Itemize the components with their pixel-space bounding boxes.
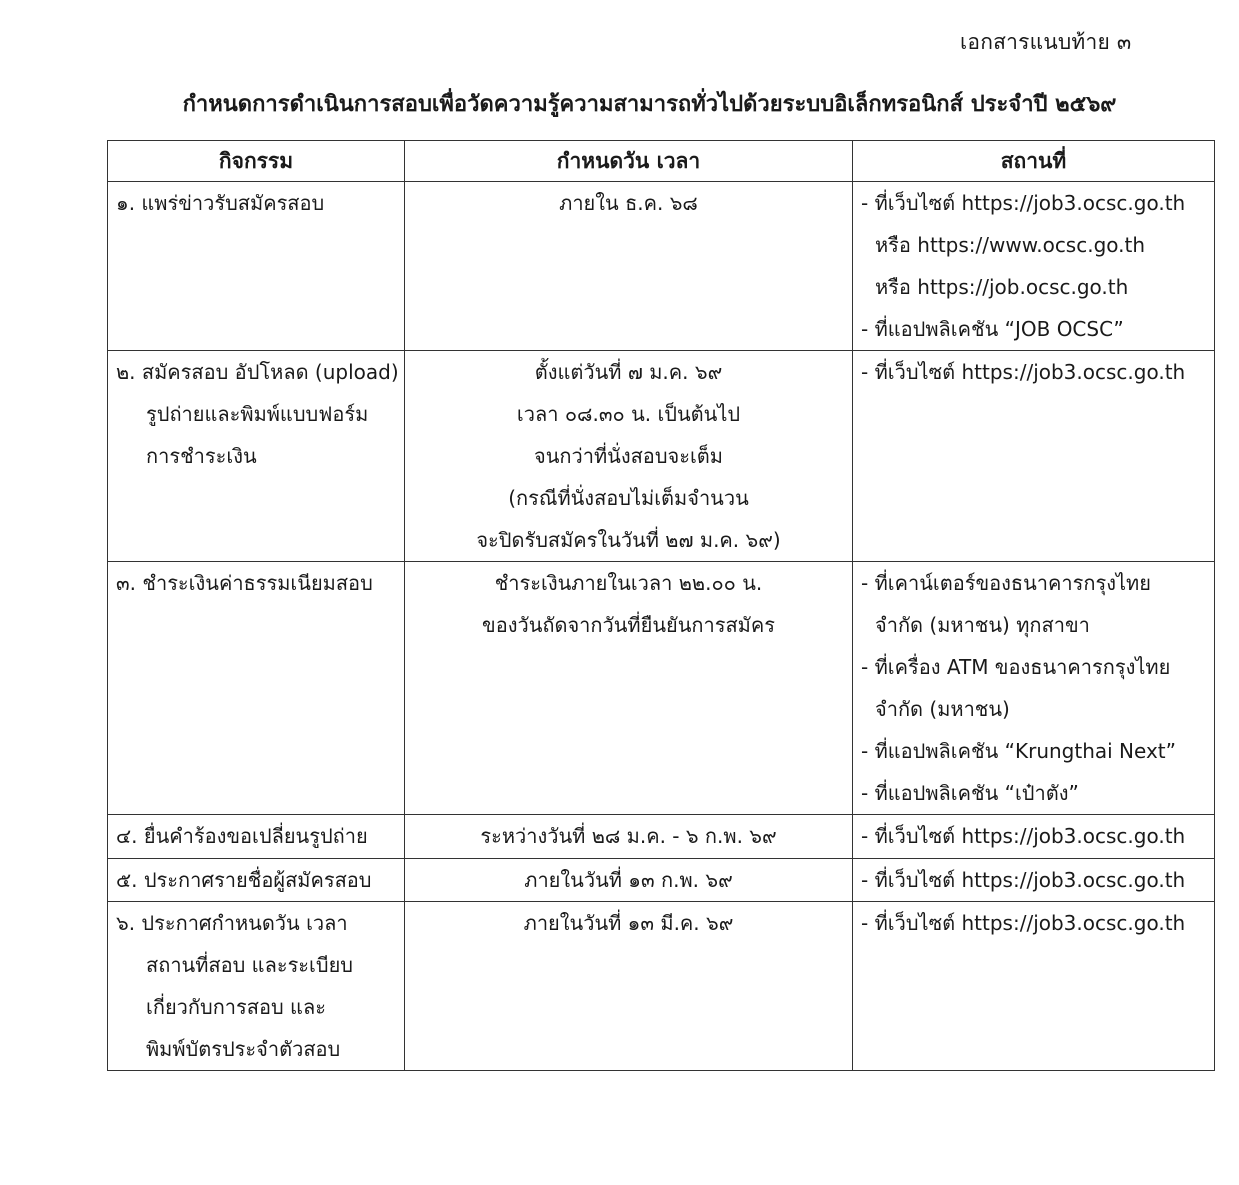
location-cell [853, 562, 1215, 815]
date-line: ภายในวันที่ ๑๓ มี.ค. ๖๙ [523, 911, 734, 935]
table-header-row [108, 141, 1215, 182]
location-line: - ที่แอปพลิเคชัน “เป๋าตัง” [861, 781, 1079, 805]
location-line: - ที่เครื่อง ATM ของธนาคารกรุงไทย [861, 655, 1171, 679]
date-line: (กรณีที่นั่งสอบไม่เต็มจำนวน [508, 486, 749, 510]
date-line: ของวันถัดจากวันที่ยืนยันการสมัคร [482, 613, 775, 637]
schedule-table [107, 140, 1215, 1071]
date-cell [405, 902, 853, 1071]
table-row [108, 902, 1215, 1071]
location-cell [853, 182, 1215, 351]
date-cell [405, 815, 853, 859]
activity-line: เกี่ยวกับการสอบ และ [146, 995, 326, 1019]
activity-cell [108, 182, 405, 351]
location-line: - ที่แอปพลิเคชัน “Krungthai Next” [861, 739, 1176, 763]
table-row [108, 562, 1215, 815]
annex-label: เอกสารแนบท้าย ๓ [960, 30, 1132, 54]
date-cell [405, 351, 853, 562]
location-line: - ที่เว็บไซต์ https://job3.ocsc.go.th [861, 868, 1186, 892]
activity-cell [108, 859, 405, 902]
location-line: - ที่เว็บไซต์ https://job3.ocsc.go.th [861, 824, 1186, 848]
activity-line: รูปถ่ายและพิมพ์แบบฟอร์ม [146, 402, 369, 426]
activity-cell [108, 351, 405, 562]
activity-cell [108, 562, 405, 815]
date-line: เวลา ๐๘.๓๐ น. เป็นต้นไป [516, 402, 741, 426]
date-cell [405, 562, 853, 815]
activity-cell [108, 815, 405, 859]
location-line: จำกัด (มหาชน) [875, 697, 1010, 721]
location-line: - ที่เว็บไซต์ https://job3.ocsc.go.th [861, 360, 1186, 384]
table-row [108, 351, 1215, 562]
date-line: จนกว่าที่นั่งสอบจะเต็ม [534, 444, 723, 468]
column-header-activity: กิจกรรม [108, 141, 405, 182]
activity-line: ๑. แพร่ข่าวรับสมัครสอบ [116, 191, 325, 215]
location-cell [853, 815, 1215, 859]
activity-line: การชำระเงิน [146, 444, 257, 468]
location-cell [853, 859, 1215, 902]
location-line: - ที่เว็บไซต์ https://job3.ocsc.go.th [861, 191, 1186, 215]
date-line: ตั้งแต่วันที่ ๗ ม.ค. ๖๙ [534, 360, 723, 384]
date-line: ภายในวันที่ ๑๓ ก.พ. ๖๙ [524, 868, 733, 892]
location-line: - ที่แอปพลิเคชัน “JOB OCSC” [861, 317, 1124, 341]
date-line: ภายใน ธ.ค. ๖๘ [559, 191, 698, 215]
date-cell [405, 182, 853, 351]
location-cell [853, 902, 1215, 1071]
activity-line: สถานที่สอบ และระเบียบ [146, 953, 353, 977]
column-header-location: สถานที่ [853, 141, 1215, 182]
location-line: จำกัด (มหาชน) ทุกสาขา [875, 613, 1090, 637]
document-title: กำหนดการดำเนินการสอบเพื่อวัดความรู้ความสามารถทั่วไปด้วยระบบอิเล็กทรอนิกส์ ประจำปี ๒๕๖๙ [182, 92, 1117, 117]
activity-cell [108, 902, 405, 1071]
location-line: หรือ https://job.ocsc.go.th [875, 275, 1129, 299]
date-cell [405, 859, 853, 902]
location-cell [853, 351, 1215, 562]
date-line: ชำระเงินภายในเวลา ๒๒.๐๐ น. [494, 571, 763, 595]
location-line: - ที่เคาน์เตอร์ของธนาคารกรุงไทย [861, 571, 1151, 595]
activity-line: ๖. ประกาศกำหนดวัน เวลา [116, 911, 348, 935]
activity-line: ๓. ชำระเงินค่าธรรมเนียมสอบ [116, 571, 373, 595]
table-row [108, 182, 1215, 351]
date-line: ระหว่างวันที่ ๒๘ ม.ค. - ๖ ก.พ. ๖๙ [480, 824, 777, 848]
table-row [108, 859, 1215, 902]
column-header-date-time: กำหนดวัน เวลา [405, 141, 853, 182]
date-line: จะปิดรับสมัครในวันที่ ๒๗ ม.ค. ๖๙) [476, 528, 781, 552]
activity-line: พิมพ์บัตรประจำตัวสอบ [146, 1037, 341, 1061]
location-line: - ที่เว็บไซต์ https://job3.ocsc.go.th [861, 911, 1186, 935]
activity-line: ๕. ประกาศรายชื่อผู้สมัครสอบ [116, 868, 372, 892]
activity-line: ๔. ยื่นคำร้องขอเปลี่ยนรูปถ่าย [116, 824, 368, 848]
location-line: หรือ https://www.ocsc.go.th [875, 233, 1146, 257]
table-row [108, 815, 1215, 859]
activity-line: ๒. สมัครสอบ อัปโหลด (upload) [116, 360, 399, 384]
